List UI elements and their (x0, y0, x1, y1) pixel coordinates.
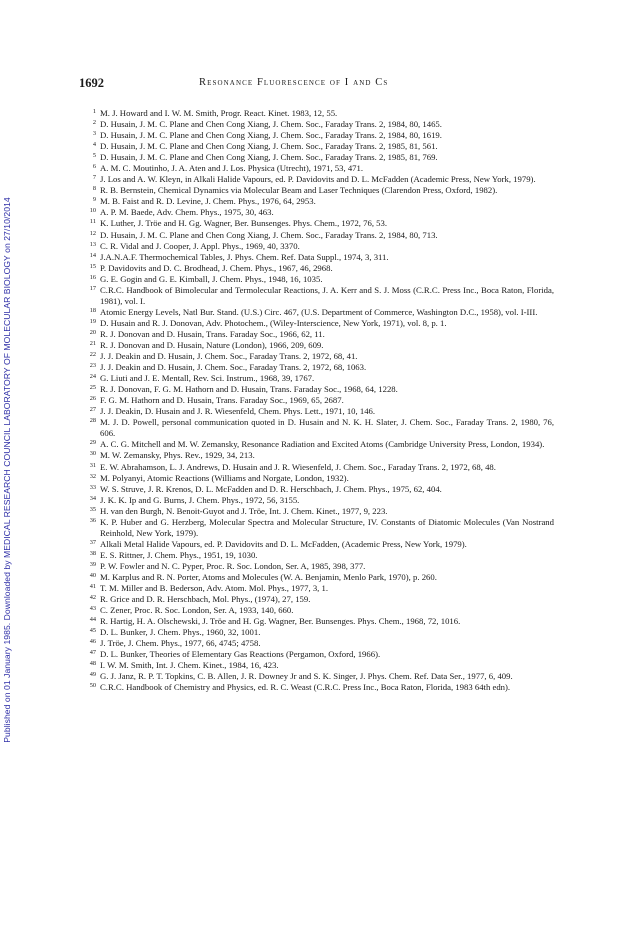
reference-text: J. J. Deakin, D. Husain and J. R. Wiesenfeld, Chem. Phys. Lett., 1971, 10, 146. (100, 406, 376, 417)
reference-number: 27 (89, 406, 96, 414)
reference-item (86, 406, 554, 417)
reference-item (86, 141, 554, 152)
reference-number: 21 (89, 339, 96, 347)
reference-number: 18 (89, 306, 96, 314)
reference-item (86, 682, 554, 693)
reference-number: 38 (89, 549, 96, 557)
reference-number: 3 (92, 130, 96, 138)
reference-item (86, 218, 554, 229)
reference-item (86, 207, 554, 218)
reference-item (86, 108, 554, 119)
reference-item (86, 362, 554, 373)
reference-text: P. Davidovits and D. C. Brodhead, J. Chem. Phys., 1967, 46, 2968. (100, 262, 333, 273)
reference-number: 50 (89, 682, 96, 690)
reference-text: T. M. Miller and B. Bederson, Adv. Atom. Mol. Phys., 1977, 3, 1. (100, 583, 329, 594)
reference-text: M. J. Howard and I. W. M. Smith, Progr. React. Kinet. 1983, 12, 55. (100, 108, 338, 118)
reference-number: 8 (92, 185, 96, 193)
reference-text: R. J. Donovan and D. Husain, Nature (London), 1966, 209, 609. (100, 339, 324, 350)
reference-number: 34 (89, 494, 96, 502)
reference-number: 36 (89, 516, 96, 524)
reference-text: R. Hartig, H. A. Olschewski, J. Tröe and H. Gg. Wagner, Ber. Bunsenges. Phys. Chem., 1968, 72, 1016. (100, 616, 461, 627)
reference-number: 9 (92, 196, 96, 204)
page-header (79, 76, 559, 92)
reference-text: J. Los and A. W. Kleyn, in Alkali Halide Vapours, ed. P. Davidovits and D. L. McFadden (Academic Press, New York, 1979). (100, 174, 536, 185)
reference-number: 43 (89, 605, 96, 613)
reference-item (86, 395, 554, 406)
reference-number: 19 (89, 317, 96, 325)
reference-number: 25 (89, 384, 96, 392)
reference-text: K. Luther, J. Tröe and H. Gg. Wagner, Ber. Bunsenges. Phys. Chem., 1972, 76, 53. (100, 218, 388, 229)
reference-item (86, 230, 554, 241)
reference-text: D. L. Bunker, Theories of Elementary Gas Reactions (Pergamon, Oxford, 1966). (100, 649, 381, 660)
reference-number: 20 (89, 328, 96, 336)
reference-item (86, 484, 554, 495)
running-title: Resonance Fluorescence of I and Cs (199, 77, 389, 88)
reference-item (86, 462, 554, 473)
reference-item (86, 517, 554, 539)
reference-text: Atomic Energy Levels, Natl Bur. Stand. (U.S.) Circ. 467, (U.S. Department of Commerce, Washington D.C., 1958), vol. I-III. (100, 306, 538, 317)
reference-number: 29 (89, 439, 96, 447)
reference-number: 48 (89, 660, 96, 668)
reference-number: 23 (89, 362, 96, 370)
reference-text: J. Tröe, J. Chem. Phys., 1977, 66, 4745; 4758. (100, 638, 261, 649)
reference-number: 11 (89, 218, 96, 226)
reference-text: J. J. Deakin and D. Husain, J. Chem. Soc., Faraday Trans. 2, 1972, 68, 1063. (100, 362, 367, 373)
reference-item (86, 252, 554, 263)
reference-item (86, 329, 554, 340)
reference-text: C. R. Vidal and J. Cooper, J. Appl. Phys., 1969, 40, 3370. (100, 240, 300, 251)
reference-item (86, 130, 554, 141)
reference-text: F. G. M. Hathorn and D. Husain, Trans. Faraday Soc., 1969, 65, 2687. (100, 395, 344, 406)
reference-number: 1 (92, 108, 96, 115)
reference-text: D. Husain, J. M. C. Plane and Chen Cong Xiang, J. Chem. Soc., Faraday Trans. 2, 1985, 81, 769. (100, 152, 438, 163)
reference-text: M. Polyanyi, Atomic Reactions (Williams and Norgate, London, 1932). (100, 472, 349, 483)
reference-item (86, 340, 554, 351)
reference-number: 14 (89, 251, 96, 259)
reference-text: M. J. D. Powell, personal communication quoted in D. Husain and N. K. H. Slater, J. Chem. Soc., Faraday Trans. 2, 1980, 76, 606. (100, 417, 554, 439)
reference-number: 4 (92, 141, 96, 149)
reference-number: 39 (89, 560, 96, 568)
reference-item (86, 550, 554, 561)
reference-text: G. E. Gogin and G. E. Kimball, J. Chem. Phys., 1948, 16, 1035. (100, 273, 323, 284)
reference-text: P. W. Fowler and N. C. Pyper, Proc. R. Soc. London, Ser. A, 1985, 398, 377. (100, 560, 366, 571)
reference-text: I. W. M. Smith, Int. J. Chem. Kinet., 1984, 16, 423. (100, 660, 279, 671)
reference-number: 35 (89, 505, 96, 513)
reference-item (86, 439, 554, 450)
reference-item (86, 285, 554, 307)
reference-item (86, 274, 554, 285)
reference-number: 24 (89, 373, 96, 381)
reference-text: Alkali Metal Halide Vapours, ed. P. Davidovits and D. L. McFadden, (Academic Press, New York, 1979). (100, 538, 467, 549)
page-number: 1692 (79, 76, 104, 90)
reference-number: 6 (92, 163, 96, 171)
reference-item (86, 307, 554, 318)
reference-number: 2 (92, 119, 96, 127)
reference-number: 5 (92, 152, 96, 160)
reference-text: M. B. Faist and R. D. Levine, J. Chem. Phys., 1976, 64, 2953. (100, 196, 316, 207)
reference-text: J. J. Deakin and D. Husain, J. Chem. Soc., Faraday Trans. 2, 1972, 68, 41. (100, 351, 358, 362)
reference-text: E. W. Abrahamson, L. J. Andrews, D. Husain and J. R. Wiesenfeld, J. Chem. Soc., Faraday Trans. 2, 1972, 68, 48. (100, 461, 496, 472)
reference-item (86, 583, 554, 594)
reference-item (86, 373, 554, 384)
reference-number: 16 (89, 273, 96, 281)
reference-item (86, 384, 554, 395)
reference-item (86, 638, 554, 649)
reference-text: R. J. Donovan and D. Husain, Trans. Faraday Soc., 1966, 62, 11. (100, 328, 325, 339)
reference-item (86, 627, 554, 638)
reference-item (86, 351, 554, 362)
reference-text: C. Zener, Proc. R. Soc. London, Ser. A, 1933, 140, 660. (100, 605, 294, 616)
reference-number: 13 (89, 240, 96, 248)
download-stamp (2, 0, 16, 939)
reference-item (86, 616, 554, 627)
reference-text: A. C. G. Mitchell and M. W. Zemansky, Resonance Radiation and Excited Atoms (Cambridge University Press, London, 1934). (100, 439, 545, 450)
reference-list (86, 108, 554, 693)
reference-text: J. K. K. Ip and G. Burns, J. Chem. Phys., 1972, 56, 3155. (100, 494, 300, 505)
reference-text: A. M. C. Moutinho, J. A. Aten and J. Los. Physica (Utrecht), 1971, 53, 471. (100, 163, 364, 174)
reference-item (86, 495, 554, 506)
reference-number: 44 (89, 616, 96, 624)
reference-item (86, 539, 554, 550)
reference-item (86, 450, 554, 461)
reference-item (86, 594, 554, 605)
reference-item (86, 649, 554, 660)
reference-item (86, 671, 554, 682)
reference-text: C.R.C. Handbook of Chemistry and Physics, ed. R. C. Weast (C.R.C. Press Inc., Boca Raton, Florida, 1983 64th edn). (100, 682, 511, 693)
reference-text: J.A.N.A.F. Thermochemical Tables, J. Phys. Chem. Ref. Data Suppl., 1974, 3, 311. (100, 251, 389, 262)
reference-number: 49 (89, 671, 96, 679)
reference-number: 30 (89, 450, 96, 458)
reference-number: 28 (89, 417, 96, 425)
reference-text: R. J. Donovan, F. G. M. Hathorn and D. Husain, Trans. Faraday Soc., 1968, 64, 1228. (100, 384, 398, 395)
reference-item (86, 196, 554, 207)
reference-item (86, 185, 554, 196)
reference-item (86, 473, 554, 484)
reference-number: 42 (89, 594, 96, 602)
reference-item (86, 660, 554, 671)
reference-item (86, 152, 554, 163)
reference-text: M. Karplus and R. N. Porter, Atoms and Molecules (W. A. Benjamin, Menlo Park, 1970), p. 260. (100, 571, 437, 582)
reference-text: G. Liuti and J. E. Mentall, Rev. Sci. Instrum., 1968, 39, 1767. (100, 373, 315, 384)
reference-text: E. S. Rittner, J. Chem. Phys., 1951, 19, 1030. (100, 549, 258, 560)
reference-number: 22 (89, 351, 96, 359)
reference-item (86, 605, 554, 616)
reference-item (86, 572, 554, 583)
reference-number: 10 (89, 207, 96, 215)
reference-number: 41 (89, 583, 96, 591)
reference-text: R. Grice and D. R. Herschbach, Mol. Phys., (1974), 27, 159. (100, 594, 311, 605)
reference-item (86, 417, 554, 439)
reference-number: 7 (92, 174, 96, 182)
reference-text: M. W. Zemansky, Phys. Rev., 1929, 34, 213. (100, 450, 255, 461)
reference-text: D. Husain, J. M. C. Plane and Chen Cong Xiang, J. Chem. Soc., Faraday Trans. 2, 1984, 80, 713. (100, 229, 438, 240)
reference-text: D. Husain and R. J. Donovan, Adv. Photochem., (Wiley-Interscience, New York, 1971), vol. 8, p. 1. (100, 317, 447, 328)
reference-item (86, 174, 554, 185)
reference-item (86, 263, 554, 274)
reference-text: K. P. Huber and G. Herzberg, Molecular Spectra and Molecular Structure, IV. Constants of Diatomic Molecules (Van Nostrand Reinhold, New York, 1979). (100, 516, 554, 538)
reference-item (86, 241, 554, 252)
reference-item (86, 506, 554, 517)
reference-number: 47 (89, 649, 96, 657)
reference-number: 33 (89, 483, 96, 491)
reference-text: A. P. M. Baede, Adv. Chem. Phys., 1975, 30, 463. (100, 207, 274, 218)
reference-text: R. B. Bernstein, Chemical Dynamics via Molecular Beam and Laser Techniques (Clarendon Press, Oxford, 1982). (100, 185, 498, 196)
reference-number: 32 (89, 472, 96, 480)
reference-text: D. Husain, J. M. C. Plane and Chen Cong Xiang, J. Chem. Soc., Faraday Trans. 2, 1984, 80, 1465. (100, 119, 442, 130)
reference-text: H. van den Burgh, N. Benoit-Guyot and J. Tröe, Int. J. Chem. Kinet., 1977, 9, 223. (100, 505, 388, 516)
reference-text: W. S. Struve, J. R. Krenos, D. L. McFadden and D. R. Herschbach, J. Chem. Phys., 1975, 62, 404. (100, 483, 442, 494)
reference-text: D. Husain, J. M. C. Plane and Chen Cong Xiang, J. Chem. Soc., Faraday Trans. 2, 1985, 81, 561. (100, 141, 438, 152)
reference-text: D. Husain, J. M. C. Plane and Chen Cong Xiang, J. Chem. Soc., Faraday Trans. 2, 1984, 80, 1619. (100, 130, 442, 141)
reference-number: 17 (89, 284, 96, 292)
reference-number: 26 (89, 395, 96, 403)
reference-number: 37 (89, 538, 96, 546)
reference-number: 45 (89, 627, 96, 635)
reference-text: C.R.C. Handbook of Bimolecular and Termolecular Reactions, J. A. Kerr and S. J. Moss (C.R.C. Press Inc., Boca Raton, Florida, 1981), vol. I. (100, 284, 554, 306)
reference-item (86, 561, 554, 572)
reference-number: 46 (89, 638, 96, 646)
reference-number: 12 (89, 229, 96, 237)
reference-number: 40 (89, 571, 96, 579)
reference-item (86, 318, 554, 329)
reference-item (86, 163, 554, 174)
reference-text: G. J. Janz, R. P. T. Topkins, C. B. Allen, J. R. Downey Jr and S. K. Singer, J. Phys. Chem. Ref. Data Ser., 1977, 6, 409. (100, 671, 513, 682)
reference-item (86, 119, 554, 130)
reference-number: 15 (89, 262, 96, 270)
reference-number: 31 (89, 461, 96, 469)
reference-text: D. L. Bunker, J. Chem. Phys., 1960, 32, 1001. (100, 627, 261, 638)
download-stamp-text: Published on 01 January 1985. Downloaded by MEDICAL RESEARCH COUNCIL LABORATORY OF MOLECULAR BIOLOGY on 27/10/2014 (2, 197, 12, 743)
